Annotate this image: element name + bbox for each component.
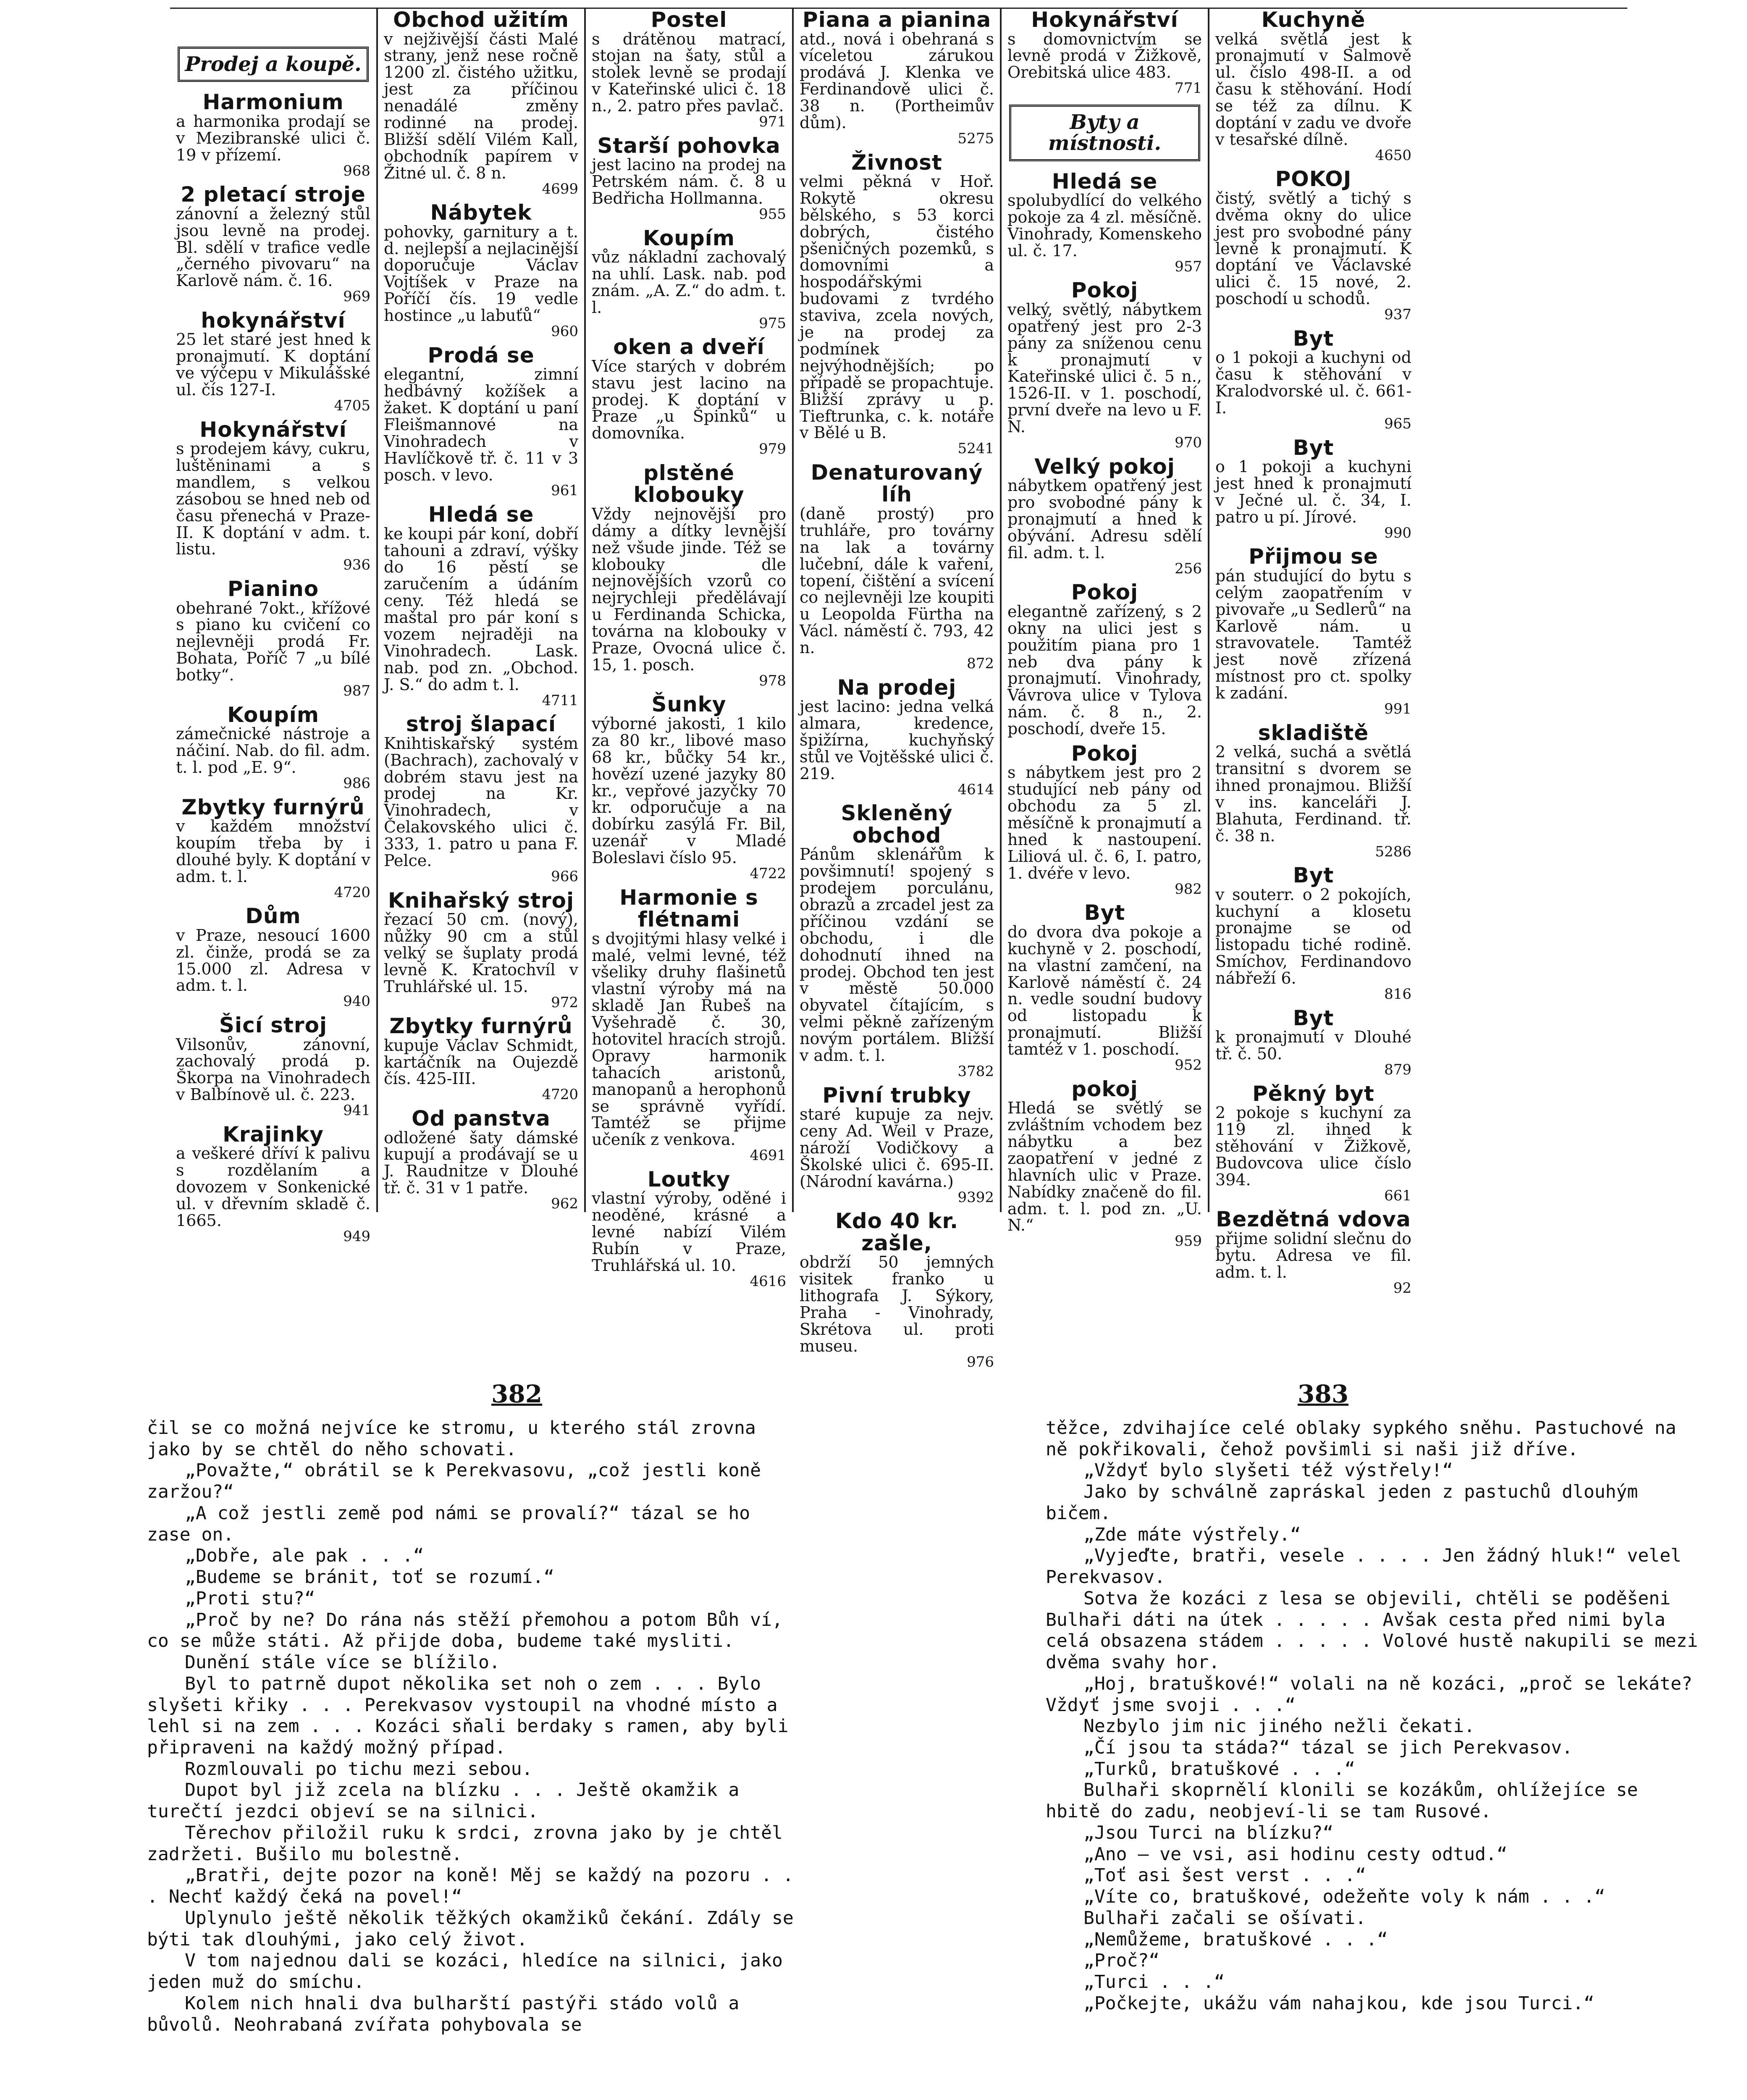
classified-ad xyxy=(800,1084,994,1205)
story-paragraph: „Proč?“ xyxy=(1083,1950,1160,1971)
ad-column-1 xyxy=(170,9,378,1245)
ad-code: 4650 xyxy=(1375,147,1411,164)
ad-code: 962 xyxy=(551,1195,578,1213)
classified-ad xyxy=(1007,171,1202,275)
ad-code: 3782 xyxy=(957,1063,994,1080)
story-paragraph: „Čí jsou ta stáda?“ tázal se jich Perekvasov. xyxy=(1083,1737,1573,1759)
ad-text: s domovnictvím se levně prodá v Žižkově, Orebitská ulice 483. xyxy=(1007,29,1202,82)
ad-heading: Zbytky furnýrů xyxy=(389,1014,573,1039)
ad-heading: Šunky xyxy=(651,692,727,717)
ad-text: a harmonika prodají se v Mezibranské ulici č. 19 v přízemí. xyxy=(176,112,370,164)
classified-ad xyxy=(176,91,370,178)
story-paragraph: „Hoj, bratuškové!“ volali na ně kozáci, „proč se lekáte? Vždyť jsme svoji . . .“ xyxy=(1046,1673,1692,1716)
ad-text: přijme solidní slečnu do bytu. Adresa ve fil. adm. t. l. xyxy=(1215,1229,1411,1281)
classified-ad xyxy=(1215,1007,1411,1078)
story-paragraph: Těrechov přiložil ruku k srdci, zrovna jako by je chtěl zadržeti. Bušilo mu bolestně. xyxy=(147,1822,783,1865)
story-paragraph: „Proč by ne? Do rána nás stěží přemohou a potom Bůh ví, co se může státi. Až přijde doba, budeme také mysliti. xyxy=(147,1609,783,1652)
story-paragraph: Bulhaři začali se ošívati. xyxy=(1083,1907,1367,1929)
ad-heading: hokynářství xyxy=(201,308,346,333)
ad-heading: Koupím xyxy=(227,702,319,727)
story-paragraph: V tom najednou dali se kozáci, hledíce na silnici, jako jeden muž do smíchu. xyxy=(147,1950,783,1993)
classified-ad xyxy=(176,1014,370,1118)
classified-ad xyxy=(1007,743,1202,897)
classified-ad xyxy=(800,802,994,1079)
ad-text: velká světlá jest k pronajmutí v Salmově ul. číslo 498-II. a od času k stěhování. Hodí se též za dílnu. K doptání v zadu ve dvoře v tesařské dílně. xyxy=(1215,29,1411,149)
classified-ad xyxy=(1007,1078,1202,1249)
story-paragraph: Kolem nich hnali dva bulharští pastýři stádo volů a bůvolů. Neohrabaná zvířata pohybovala se xyxy=(147,1992,740,2035)
classified-ad xyxy=(1215,722,1411,860)
ad-code: 960 xyxy=(551,323,578,340)
ad-text: odložené šaty dámské kupují a prodávají se u J. Raudnitze v Dlouhé tř. č. 31 v 1 patře. xyxy=(384,1128,578,1197)
ad-heading: Kuchyně xyxy=(1261,8,1366,32)
classified-ad xyxy=(176,578,370,699)
ad-text: s dvojitými hlasy velké i malé, velmi levné, též všeliky druhy flašinetů vlastní výroby má na skladě Jan Rubeš na Vyšehradě č. 30, hotovitel hracích strojů. Opravy harmonik tahacích aristonů, manopanů a herophonů se správně vyřídí. Tamtéž se přijme učeník z venkova. xyxy=(592,929,786,1149)
ad-text: vůz nákladní zachovalý na uhlí. Lask. nab. pod znám. „A. Z.“ do adm. t. l. xyxy=(592,248,786,317)
classified-ad xyxy=(592,227,786,331)
classified-ad xyxy=(176,184,370,304)
story-paragraph: „A což jestli země pod námi se provalí?“ tázal se ho zase on. xyxy=(147,1502,750,1545)
ad-code: 986 xyxy=(343,774,370,792)
ad-code: 816 xyxy=(1384,986,1411,1003)
ad-text: (daně prostý) pro truhláře, pro továrny na lak a továrny lučební, dále k vaření, topení, čištění a svícení co nejlevněji lze koupiti u Leopolda Fürtha na Václ. náměstí č. 793, 42 n. xyxy=(800,504,994,657)
story-paragraph: „Turci . . .“ xyxy=(1083,1971,1225,1993)
story-paragraph: „Ano — ve vsi, asi hodinu cesty odtud.“ xyxy=(1083,1843,1508,1865)
ad-heading: Loutky xyxy=(647,1167,731,1192)
ad-heading: skladiště xyxy=(1258,720,1369,745)
story-paragraph: „Dobře, ale pak . . .“ xyxy=(185,1545,424,1567)
ad-text: 25 let staré jest hned k pronajmutí. K doptání ve výčepu v Mikulášské ul. čís 127-I. xyxy=(176,330,370,399)
ad-text: 2 pokoje s kuchyní za 119 zl. ihned k stěhování v Žižkově, Budovcova ulice číslo 394. xyxy=(1215,1103,1411,1189)
ad-heading: Zbytky furnýrů xyxy=(181,795,365,819)
ad-code: 872 xyxy=(967,655,994,672)
classified-ad xyxy=(1215,437,1411,541)
ad-heading: Byt xyxy=(1293,1005,1334,1030)
classified-ad xyxy=(384,890,578,1011)
ad-heading: Pianino xyxy=(227,577,319,601)
ad-code: 979 xyxy=(759,441,786,458)
ad-text: v nejživější části Malé strany, jenž nese ročně 1200 zl. čistého užitku, jest za příčinou nenadálé změny rodinné na prodej. Bližší sdělí Vilém Kall, obchodník papírem v Žitné ul. č. 8 n. xyxy=(384,29,578,182)
classified-ad xyxy=(1007,279,1202,450)
section-header-prodej: Prodej a koupě. xyxy=(178,47,369,82)
ad-text: Knihtiskařský systém (Bachrach), zachovalý v dobrém stavu jest na prodej na Kr. Vinohradech, v Čelakovského ulici č. 333, 1. patro u pana F. Pelce. xyxy=(384,734,578,870)
ad-code: 941 xyxy=(343,1102,370,1119)
ad-code: 972 xyxy=(551,994,578,1011)
ad-heading: Hokynářství xyxy=(199,417,347,442)
ad-text: zámečnické nástroje a náčiní. Nab. do fil. adm. t. l. pod „E. 9“. xyxy=(176,724,370,777)
ad-text: výborné jakosti, 1 kilo za 80 kr., libové maso 68 kr., bůčky 54 kr., hovězí uzené jazyky 80 kr., vepřové jazyčky 70 kr. odporučuje a na dobírku zasýlá Fr. Bil, uzenář v Mladé Boleslavi číslo 95. xyxy=(592,714,786,867)
story-paragraph: „Zde máte výstřely.“ xyxy=(1083,1524,1301,1545)
ad-text: vlastní výroby, oděné i neoděné, krásné a levné nabízí Vilém Rubín v Praze, Truhlářská ul. 10. xyxy=(592,1189,786,1275)
ad-code: 5241 xyxy=(957,440,994,457)
ad-column-3 xyxy=(586,8,794,1290)
ad-text: staré kupuje za nejv. ceny Ad. Weil v Praze, nároží Vodičkovy a Školské ulici č. 695-II. (Národní kavárna.) xyxy=(800,1105,994,1191)
story-paragraph: „Toť asi šest verst . . .“ xyxy=(1083,1865,1367,1886)
ad-heading: Denaturovaný líh xyxy=(811,460,983,507)
ad-text: do dvora dva pokoje a kuchyně v 2. poschodí, na vlastní zamčení, na Karlově náměstí č. 24 n. vedle soudní budovy od listopadu k pronajmutí. Bližší tamtéž v 1. poschodí. xyxy=(1007,922,1202,1059)
ad-heading: Od panstva xyxy=(412,1106,551,1131)
story-paragraph: „Vyjeďte, bratři, vesele . . . . Jen žádný hluk!“ velel Perekvasov. xyxy=(1046,1545,1681,1588)
ad-code: 4616 xyxy=(750,1273,786,1290)
classified-ad xyxy=(176,419,370,573)
ad-heading: Byt xyxy=(1293,863,1334,888)
ad-heading: Koupím xyxy=(643,226,735,250)
ad-code: 968 xyxy=(343,162,370,179)
ad-text: v Praze, nesoucí 1600 zl. činže, prodá se za 15.000 zl. Adresa v adm. t. l. xyxy=(176,926,370,995)
ad-heading: Harmonie s flétnami xyxy=(619,885,758,932)
classified-ad xyxy=(1215,168,1411,322)
ad-text: Hledá se světlý se zvláštním vchodem bez nábytku a bez zaopatření v jedné z hlavních ulic v Praze. Nabídky značeně do fil. adm. t. l. pod zn. „U. N.“ xyxy=(1007,1099,1202,1235)
classified-ad xyxy=(592,135,786,222)
ad-heading: Hledá se xyxy=(428,502,534,527)
ad-code: 961 xyxy=(551,482,578,499)
ad-heading: Byt xyxy=(1084,900,1125,925)
ad-heading: Hokynářství xyxy=(1031,8,1178,32)
ad-column-4 xyxy=(794,8,1002,1370)
ad-heading: Přijmou se xyxy=(1249,544,1378,569)
ad-heading: pokoj xyxy=(1071,1076,1138,1101)
ad-text: nábytkem opatřený jest pro svobodné pány k pronajmutí a hned k obývání. Adresu sdělí fil. adm. t. l. xyxy=(1007,476,1202,562)
ad-text: k pronajmutí v Dlouhé tř. č. 50. xyxy=(1215,1028,1411,1063)
ad-heading: Skleněný obchod xyxy=(841,801,953,848)
classified-ad xyxy=(800,462,994,672)
ad-text: obdrží 50 jemných visitek franko u lithografa J. Sýkory, Praha - Vinohrady, Skrétova ul. proti museu. xyxy=(800,1253,994,1355)
ad-text: s prodejem kávy, cukru, luštěninami a s mandlem, s velkou zásobou se hned neb od času přenechá v Praze-II. K doptání v adm. t. listu. xyxy=(176,439,370,559)
ad-heading: Knihařský stroj xyxy=(388,888,574,913)
story-paragraph: Jako by schválně zapráskal jeden z pastuchů dlouhým bičem. xyxy=(1046,1481,1638,1524)
section-header-byty: Byty a místnosti. xyxy=(1009,105,1200,161)
classified-ad xyxy=(384,1108,578,1212)
story-paragraph: Rozmlouvali po tichu mezi sebou. xyxy=(185,1758,533,1780)
story-paragraph: Nezbylo jim nic jiného nežli čekati. xyxy=(1083,1716,1475,1737)
ad-code: 936 xyxy=(343,556,370,574)
ad-text: Pánům sklenářům k povšimnutí! spojený s prodejem porculánu, obrazů a zrcadel jest za příčinou vzdání se obchodu, i dle dohodnutí ihned na prodej. Obchod ten jest v městě 50.000 obyvatel čítajícím, s velmi pěkně zařízeným novým portálem. Bližší v adm. t. l. xyxy=(800,845,994,1065)
ad-heading: Pivní trubky xyxy=(822,1083,971,1108)
ad-code: 661 xyxy=(1384,1187,1411,1204)
classified-ad xyxy=(176,704,370,791)
story-paragraph: „Bratři, dejte pozor na koně! Měj se každý na pozoru . . . Nechť každý čeká na povel!“ xyxy=(147,1865,794,1908)
ad-code: 971 xyxy=(759,113,786,130)
ad-text: a veškeré dříví k palivu s rozdělaním a dovozem v Sonkenické ul. v dřevním skladě č. 1665. xyxy=(176,1144,370,1230)
classified-ad xyxy=(1215,9,1411,163)
ad-heading: Prodá se xyxy=(428,343,535,368)
story-paragraph: „Budeme se bránit, toť se rozumí.“ xyxy=(185,1567,555,1588)
ad-text: čistý, světlý a tichý s dvěma okny do ulice jest pro svobodné pány levně k pronajmutí. K doptání ve Václavské ulici č. 15 nové, 2. poschodí u schodů. xyxy=(1215,189,1411,308)
classified-ad xyxy=(1007,902,1202,1073)
story-paragraph: Sotva že kozáci z lesa se objevili, chtěli se poděšeni Bulhaři dáti na útek . . . . . Avšak cesta před nimi byla celá obsazena stádem . . . . . Volové hustě nakupili se mezi dvěma svahy hor. xyxy=(1046,1588,1698,1673)
story-paragraph: Bulhaři skoprnělí klonili se kozákům, ohlížejíce se hbitě do zadu, neobjeví-li se tam Rusové. xyxy=(1046,1780,1638,1822)
ad-text: atd., nová i obehraná s víceletou zárukou prodává J. Klenka ve Ferdinandově ulici č. 38 n. (Portheimův dům). xyxy=(800,29,994,132)
classified-ad xyxy=(800,9,994,147)
ad-text: 2 velká, suchá a světlá transitní s dvorem se ihned pronajmou. Bližší v ins. kanceláři J. Blahuta, Ferdinand. tř. č. 38 n. xyxy=(1215,743,1411,845)
classified-ad xyxy=(1215,328,1411,432)
ad-text: Více starých v dobrém stavu jest lacino na prodej. K doptání v Praze „u Špinků“ u domovníka. xyxy=(592,357,786,443)
classified-ad xyxy=(1007,9,1202,96)
classified-ad xyxy=(1007,456,1202,577)
classified-ad xyxy=(1215,1083,1411,1204)
story-paragraph: „Nemůžeme, bratuškové . . .“ xyxy=(1083,1929,1388,1950)
story-paragraph: Dunění stále více se blížilo. xyxy=(185,1652,500,1673)
classified-ad xyxy=(176,1124,370,1244)
classified-ad xyxy=(176,796,370,900)
classified-ad xyxy=(592,336,786,457)
ad-code: 9392 xyxy=(957,1189,994,1206)
ad-code: 940 xyxy=(343,993,370,1010)
ad-code: 949 xyxy=(343,1228,370,1245)
ad-text: Vilsonův, zánovní, zachovalý prodá p. Škorpa na Vinohradech v Balbínově ul. č. 223. xyxy=(176,1035,370,1104)
ad-code: 978 xyxy=(759,672,786,689)
ad-code: 975 xyxy=(759,315,786,332)
ad-column-5 xyxy=(1002,8,1209,1250)
classified-ad xyxy=(1215,546,1411,717)
ad-code: 976 xyxy=(967,1353,994,1370)
ad-code: 970 xyxy=(1175,434,1202,452)
ad-code: 990 xyxy=(1384,524,1411,541)
ad-text: elegantně zařízený, s 2 okny na ulici jest s použitím piana pro 1 neb dva pány k pronajmutí. Vinohrady, Vávrova ulice v Tylova nám. č. 8 n., 2. poschodí, dveře 15. xyxy=(1007,602,1202,738)
ad-heading: Živnost xyxy=(851,150,942,175)
ad-heading: Dům xyxy=(245,904,301,929)
story-paragraph: „Víte co, bratuškové, odežeňte voly k nám . . .“ xyxy=(1083,1886,1605,1908)
ad-code: 991 xyxy=(1384,700,1411,717)
ad-heading: Pokoj xyxy=(1071,741,1138,766)
ad-text: o 1 pokoji a kuchyni od času k stěhování v Kralodvorské ul. č. 661-I. xyxy=(1215,348,1411,417)
classified-ad xyxy=(800,152,994,457)
ad-text: v každém množství koupím třeba by i dlouhé byly. K doptání v adm. t. l. xyxy=(176,817,370,886)
ad-code: 4720 xyxy=(334,884,370,901)
story-paragraph: Dupot byl již zcela na blízku . . . Ještě okamžik a turečtí jezdci objeví se na silnici. xyxy=(147,1780,740,1822)
ad-code: 937 xyxy=(1384,306,1411,323)
ad-heading: Pěkný byt xyxy=(1252,1081,1375,1106)
ad-text: o 1 pokoji a kuchyni jest hned k pronajmutí v Ječné ul. č. 34, I. patro u pí. Jírové. xyxy=(1215,457,1411,526)
ad-text: velmi pěkná v Hoř. Rokytě okresu bělského, s 53 korci dobrých, čistého pšeničných pozemků, s domovními a hospodářskými budovami z tvrdého staviva, zcela nových, je na prodej za podmínek nejvýhodnějších; po případě se propachtuje. Bližší zprávy u p. Tieftrunka, c. k. notáře v Bělé u B. xyxy=(800,172,994,442)
ad-text: pán studující do bytu s celým zaopatřením v pivovaře „u Sedlerů“ na Karlově nám. u stravovatele. Tamtéž jest nově zřízená místnost pro ct. spolky k zadání. xyxy=(1215,566,1411,703)
classified-ad xyxy=(592,887,786,1163)
ad-text: zánovní a železný stůl jsou levně na prodej. Bl. sdělí v trafice vedle „černého pivovaru“ na Karlově nám. č. 16. xyxy=(176,204,370,290)
ad-heading: POKOJ xyxy=(1275,167,1352,192)
story-paragraph: „Počkejte, ukážu vám nahajkou, kde jsou Turci.“ xyxy=(1083,1992,1595,2014)
ad-heading: Byt xyxy=(1293,435,1334,460)
ad-heading: Krajinky xyxy=(223,1122,324,1147)
classified-ad xyxy=(800,1210,994,1370)
ad-heading: Na prodej xyxy=(837,675,957,700)
classified-ad xyxy=(592,9,786,130)
story-paragraph: „Proti stu?“ xyxy=(185,1588,315,1609)
classified-ad xyxy=(1215,1208,1411,1296)
ad-code: 4614 xyxy=(957,781,994,798)
ad-code: 4691 xyxy=(750,1147,786,1164)
classified-ad xyxy=(1215,864,1411,1002)
ad-code: 5275 xyxy=(957,130,994,147)
ad-heading: Hledá se xyxy=(1052,169,1158,194)
classified-ad xyxy=(384,9,578,197)
ad-heading: Velký pokoj xyxy=(1034,454,1175,479)
ad-text: pohovky, garnitury a t. d. nejlepší a nejlacinější doporučuje Václav Vojtíšek v Praze na Poříčí čís. 19 vedle hostince „u labuťů“ xyxy=(384,222,578,325)
ad-code: 879 xyxy=(1384,1061,1411,1078)
ad-text: obehrané 7okt., křížové s piano ku cvičení co nejlevněji prodá Fr. Bohata, Poříč 7 „u bílé botky“. xyxy=(176,598,370,685)
ad-text: s nábytkem jest pro 2 studující neb pány od obchodu za 5 zl. měsíčně k pronajmutí a hned k nastoupení. Liliová ul. č. 6, I. patro, 1. dvéře v levo. xyxy=(1007,763,1202,882)
ad-code: 4705 xyxy=(334,397,370,414)
ad-heading: Piana a pianina xyxy=(802,8,992,32)
story-paragraph: „Považte,“ obrátil se k Perekvasovu, „což jestli koně zaržou?“ xyxy=(147,1460,761,1503)
ad-code: 982 xyxy=(1175,880,1202,898)
ad-text: ke koupi pár koní, dobří tahouni a zdraví, výšky do 16 pěstí se zaručením a údáním ceny. Též hledá se maštal pro pár koní s vozem nejraději na Vinohradech. Lask. nab. pod zn. „Obchod. J. S.“ do adm t. l. xyxy=(384,524,578,694)
ad-heading: plstěné klobouky xyxy=(633,460,745,507)
ad-heading: Pokoj xyxy=(1071,580,1138,605)
ad-code: 4720 xyxy=(542,1086,578,1103)
ad-text: kupuje Václav Schmidt, kartáčník na Oujezdě čís. 425-III. xyxy=(384,1036,578,1088)
ad-text: Vždy nejnovější pro dámy a dítky levnější než všude jinde. Též se klobouky dle nejnovějších vzorů co nejrychleji předělávají u Ferdinanda Schicka, továrna na klobouky v Praze, Ovocná ulice č. 15, 1. posch. xyxy=(592,504,786,674)
classified-ad xyxy=(384,202,578,339)
ad-text: jest lacino na prodej na Petrském nám. č. 8 u Bedřicha Hollmanna. xyxy=(592,155,786,207)
story-paragraph: čil se co možná nejvíce ke stromu, u kterého stál zrovna jako by se chtěl do něho schovati. xyxy=(147,1418,756,1460)
ad-code: 4722 xyxy=(750,865,786,882)
ad-heading: Starší pohovka xyxy=(597,133,781,158)
ad-code: 4699 xyxy=(542,180,578,197)
classified-ad xyxy=(176,310,370,414)
ad-code: 957 xyxy=(1175,258,1202,275)
ad-code: 955 xyxy=(759,205,786,223)
ad-heading: 2 pletací stroje xyxy=(181,182,366,207)
classified-ads-section xyxy=(170,8,1627,1370)
ad-code: 966 xyxy=(551,868,578,885)
classified-ad xyxy=(592,693,786,881)
left-page-number: 382 xyxy=(491,1380,543,1408)
classified-ad xyxy=(384,1015,578,1102)
ad-code: 959 xyxy=(1175,1233,1202,1250)
ad-heading: Byt xyxy=(1293,326,1334,351)
story-paragraph: Byl to patrně dupot několika set noh o zem . . . Bylo slyšeti křiky . . . Perekvasov vystoupil na vhodné místo a lehl si na zem . . . Kozáci sňali berdaky s ramen, aby byli připraveni na každý možný případ. xyxy=(147,1673,789,1759)
story-paragraph: „Jsou Turci na blízku?“ xyxy=(1083,1822,1334,1843)
ad-code: 987 xyxy=(343,682,370,700)
ad-heading: Obchod užitím xyxy=(393,8,569,32)
ad-heading: Nábytek xyxy=(430,200,532,225)
classified-ad xyxy=(800,677,994,798)
ad-heading: Postel xyxy=(651,8,727,32)
classified-ad xyxy=(176,905,370,1009)
ad-code: 771 xyxy=(1175,80,1202,97)
ad-column-2 xyxy=(378,9,586,1212)
classified-ad xyxy=(384,344,578,499)
ad-text: v souterr. o 2 pokojích, kuchyní a klosetu pronajme se od listopadu tiché rodině. Smíchov, Ferdinandovo nábřeží 6. xyxy=(1215,885,1411,988)
story-paragraph: Uplynulo ještě několik těžkých okamžiků čekání. Zdály se býti tak dlouhými, jako celý život. xyxy=(147,1907,794,1950)
ad-heading: stroj šlapací xyxy=(406,712,556,737)
ad-heading: Harmonium xyxy=(202,90,344,115)
classified-ad xyxy=(592,462,786,689)
ad-heading: Šicí stroj xyxy=(219,1013,328,1038)
story-paragraph: těžce, zdvihajíce celé oblaky sypkého sněhu. Pastuchové na ně pokřikovali, čehož povšimli si naši již dříve. xyxy=(1046,1418,1676,1460)
ad-text: spolubydlící do velkého pokoje za 4 zl. měsíčně. Vinohrady, Komenskeho ul. č. 17. xyxy=(1007,191,1202,260)
ad-code: 965 xyxy=(1384,415,1411,432)
ad-text: řezací 50 cm. (nový), nůžky 90 cm a stůl velký se šuplaty prodá levně K. Kratochvíl v Truhlářské ul. 15. xyxy=(384,910,578,996)
ad-text: velký, světlý, nábytkem opatřený jest pro 2-3 pány za sníženou cenu k pronajmutí v Kateřinské ulici č. 5 n., 1526-II. v 1. poschodí, první dveře na levo u F. N. xyxy=(1007,300,1202,436)
ad-code: 952 xyxy=(1175,1057,1202,1074)
ad-heading: oken a dveří xyxy=(613,335,765,360)
classified-ad xyxy=(1007,581,1202,738)
ad-text: s drátěnou matrací, stojan na šaty, stůl a stolek levně se prodají v Kateřinské ulici č. 18 n., 2. patro přes pavlač. xyxy=(592,29,786,116)
left-page-story xyxy=(147,1418,802,2035)
ad-code: 4711 xyxy=(542,692,578,709)
ad-code: 969 xyxy=(343,288,370,305)
ad-heading: Pokoj xyxy=(1071,278,1138,303)
classified-ad xyxy=(384,504,578,708)
ad-text: elegantní, zimní hedbávný kožíšek a žaket. K doptání u paní Fleišmannové na Vinohradech v Havlíčkově tř. č. 11 v 3 posch. v levo. xyxy=(384,365,578,484)
ad-code: 256 xyxy=(1175,560,1202,577)
right-page-story xyxy=(1046,1418,1701,2014)
classified-ad xyxy=(592,1168,786,1289)
right-page-number: 383 xyxy=(1298,1380,1349,1408)
ad-text: jest lacino: jedna velká almara, kredence, špižírna, kuchyňský stůl ve Vojtěšské ulici č. 219. xyxy=(800,697,994,783)
ad-heading: Kdo 40 kr. zašle, xyxy=(835,1209,959,1255)
ad-column-6 xyxy=(1209,8,1417,1297)
story-paragraph: „Turků, bratuškové . . .“ xyxy=(1083,1758,1356,1780)
story-paragraph: „Vždyť bylo slyšeti též výstřely!“ xyxy=(1083,1460,1453,1481)
ad-code: 92 xyxy=(1393,1279,1411,1297)
ad-heading: Bezdětná vdova xyxy=(1216,1207,1411,1232)
ad-code: 5286 xyxy=(1375,843,1411,860)
classified-ad xyxy=(384,713,578,884)
